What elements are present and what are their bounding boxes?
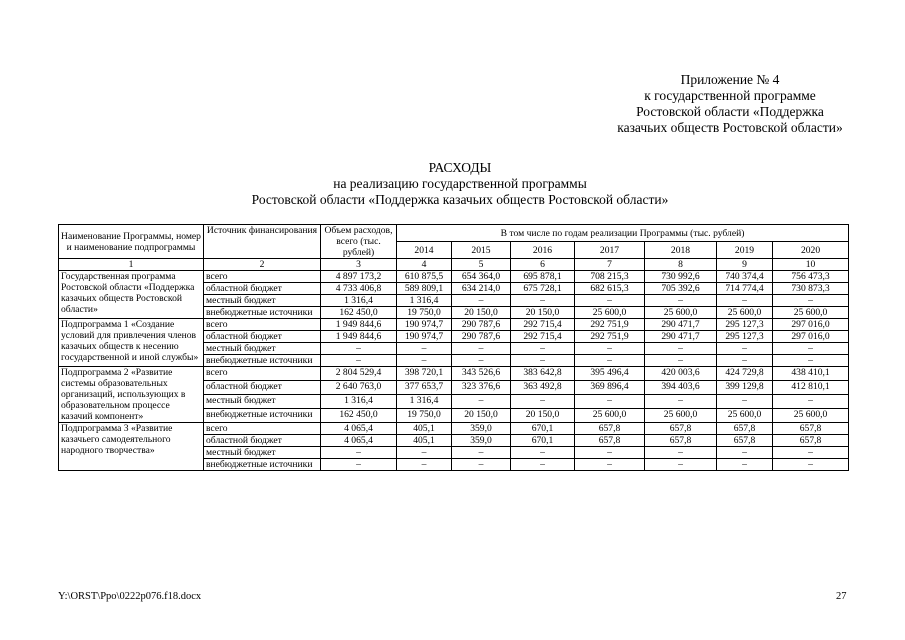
header-years-caption: В том числе по годам реализации Программы (тыс. рублей) bbox=[397, 225, 849, 242]
year-value-cell: 610 875,5 bbox=[397, 271, 452, 283]
header-name: Наименование Программы, номер и наименование подпрограммы bbox=[59, 225, 204, 259]
footer-page-number: 27 bbox=[836, 591, 847, 602]
funding-source-cell: внебюджетные источники bbox=[204, 307, 321, 319]
year-value-cell: – bbox=[645, 343, 717, 355]
year-value-cell: – bbox=[397, 343, 452, 355]
funding-source-cell: всего bbox=[204, 271, 321, 283]
year-value-cell: 394 403,6 bbox=[645, 381, 717, 395]
funding-source-cell: местный бюджет bbox=[204, 343, 321, 355]
year-value-cell: 25 600,0 bbox=[717, 307, 773, 319]
year-value-cell: 1 316,4 bbox=[397, 295, 452, 307]
funding-source-cell: внебюджетные источники bbox=[204, 355, 321, 367]
year-value-cell: – bbox=[452, 447, 511, 459]
total-volume-cell: – bbox=[321, 447, 397, 459]
year-value-cell: 412 810,1 bbox=[773, 381, 849, 395]
column-number: 4 bbox=[397, 259, 452, 271]
year-value-cell: 190 974,7 bbox=[397, 319, 452, 331]
year-value-cell: – bbox=[511, 459, 575, 471]
year-value-cell: 714 774,4 bbox=[717, 283, 773, 295]
year-value-cell: – bbox=[575, 295, 645, 307]
column-number: 10 bbox=[773, 259, 849, 271]
funding-source-cell: всего bbox=[204, 423, 321, 435]
year-value-cell: 657,8 bbox=[717, 435, 773, 447]
year-value-cell: 708 215,3 bbox=[575, 271, 645, 283]
funding-source-cell: местный бюджет bbox=[204, 295, 321, 307]
year-value-cell: – bbox=[717, 355, 773, 367]
year-value-cell: 295 127,3 bbox=[717, 319, 773, 331]
year-value-cell: – bbox=[645, 459, 717, 471]
year-value-cell: – bbox=[773, 447, 849, 459]
year-value-cell: 297 016,0 bbox=[773, 319, 849, 331]
total-volume-cell: 1 949 844,6 bbox=[321, 319, 397, 331]
year-value-cell: – bbox=[773, 295, 849, 307]
appendix-line: к государственной программе bbox=[644, 88, 816, 103]
year-value-cell: – bbox=[452, 395, 511, 409]
total-volume-cell: 1 316,4 bbox=[321, 295, 397, 307]
year-value-cell: 369 896,4 bbox=[575, 381, 645, 395]
total-volume-cell: 1 949 844,6 bbox=[321, 331, 397, 343]
funding-source-cell: местный бюджет bbox=[204, 395, 321, 409]
year-value-cell: 1 316,4 bbox=[397, 395, 452, 409]
year-value-cell: – bbox=[511, 447, 575, 459]
year-value-cell: 190 974,7 bbox=[397, 331, 452, 343]
year-value-cell: 25 600,0 bbox=[717, 409, 773, 423]
year-value-cell: 20 150,0 bbox=[452, 307, 511, 319]
funding-source-cell: областной бюджет bbox=[204, 381, 321, 395]
year-value-cell: 405,1 bbox=[397, 423, 452, 435]
year-value-cell: – bbox=[452, 343, 511, 355]
funding-source-cell: внебюджетные источники bbox=[204, 409, 321, 423]
year-value-cell: 292 715,4 bbox=[511, 331, 575, 343]
year-value-cell: 290 471,7 bbox=[645, 331, 717, 343]
column-number: 1 bbox=[59, 259, 204, 271]
total-volume-cell: 4 733 406,8 bbox=[321, 283, 397, 295]
year-value-cell: 675 728,1 bbox=[511, 283, 575, 295]
year-value-cell: 292 715,4 bbox=[511, 319, 575, 331]
year-value-cell: – bbox=[575, 447, 645, 459]
year-value-cell: – bbox=[717, 343, 773, 355]
column-number: 8 bbox=[645, 259, 717, 271]
year-value-cell: 589 809,1 bbox=[397, 283, 452, 295]
header-year: 2016 bbox=[511, 242, 575, 259]
header-year: 2017 bbox=[575, 242, 645, 259]
year-value-cell: 657,8 bbox=[773, 435, 849, 447]
column-numbers-row bbox=[59, 259, 849, 271]
year-value-cell: 730 873,3 bbox=[773, 283, 849, 295]
header-year: 2014 bbox=[397, 242, 452, 259]
year-value-cell: 359,0 bbox=[452, 423, 511, 435]
year-value-cell: 670,1 bbox=[511, 435, 575, 447]
year-value-cell: – bbox=[717, 459, 773, 471]
funding-source-cell: внебюджетные источники bbox=[204, 459, 321, 471]
year-value-cell: 19 750,0 bbox=[397, 409, 452, 423]
year-value-cell: 25 600,0 bbox=[575, 409, 645, 423]
year-value-cell: – bbox=[511, 343, 575, 355]
year-value-cell: – bbox=[645, 447, 717, 459]
total-volume-cell: 4 065,4 bbox=[321, 435, 397, 447]
year-value-cell: 657,8 bbox=[575, 423, 645, 435]
appendix-line: Ростовской области «Поддержка bbox=[636, 104, 824, 119]
year-value-cell: 20 150,0 bbox=[511, 307, 575, 319]
program-name-cell: Подпрограмма 1 «Создание условий для привлечения членов казачьих обществ к несению государственной и иной службы» bbox=[59, 319, 204, 367]
heading-subtitle: Ростовской области «Поддержка казачьих обществ Ростовской области» bbox=[251, 192, 669, 207]
column-number: 3 bbox=[321, 259, 397, 271]
total-volume-cell: 4 897 173,2 bbox=[321, 271, 397, 283]
column-number: 6 bbox=[511, 259, 575, 271]
total-volume-cell: – bbox=[321, 459, 397, 471]
year-value-cell: 290 787,6 bbox=[452, 331, 511, 343]
total-volume-cell: – bbox=[321, 343, 397, 355]
total-volume-cell: 2 640 763,0 bbox=[321, 381, 397, 395]
year-value-cell: – bbox=[511, 395, 575, 409]
year-value-cell: 25 600,0 bbox=[773, 307, 849, 319]
year-value-cell: 359,0 bbox=[452, 435, 511, 447]
year-value-cell: – bbox=[773, 395, 849, 409]
year-value-cell: – bbox=[645, 355, 717, 367]
column-number: 7 bbox=[575, 259, 645, 271]
column-number: 9 bbox=[717, 259, 773, 271]
year-value-cell: 323 376,6 bbox=[452, 381, 511, 395]
funding-source-cell: всего bbox=[204, 367, 321, 381]
year-value-cell: 25 600,0 bbox=[575, 307, 645, 319]
funding-source-cell: областной бюджет bbox=[204, 283, 321, 295]
year-value-cell: 363 492,8 bbox=[511, 381, 575, 395]
year-value-cell: 657,8 bbox=[645, 435, 717, 447]
heading-subtitle: на реализацию государственной программы bbox=[333, 176, 587, 191]
footer-file-path: Y:\ORST\Ppo\0222p076.f18.docx bbox=[58, 591, 202, 602]
year-value-cell: 756 473,3 bbox=[773, 271, 849, 283]
table-row bbox=[59, 423, 849, 435]
header-source: Источник финансирования bbox=[204, 225, 321, 259]
total-volume-cell: 162 450,0 bbox=[321, 409, 397, 423]
total-volume-cell: 2 804 529,4 bbox=[321, 367, 397, 381]
year-value-cell: – bbox=[397, 447, 452, 459]
funding-source-cell: всего bbox=[204, 319, 321, 331]
program-name-cell: Подпрограмма 3 «Развитие казачьего самодеятельного народного творчества» bbox=[59, 423, 204, 471]
year-value-cell: 682 615,3 bbox=[575, 283, 645, 295]
year-value-cell: 654 364,0 bbox=[452, 271, 511, 283]
year-value-cell: 695 878,1 bbox=[511, 271, 575, 283]
year-value-cell: – bbox=[717, 395, 773, 409]
year-value-cell: 634 214,0 bbox=[452, 283, 511, 295]
year-value-cell: 292 751,9 bbox=[575, 331, 645, 343]
appendix-line: казачьих обществ Ростовской области» bbox=[617, 120, 843, 135]
year-value-cell: 670,1 bbox=[511, 423, 575, 435]
year-value-cell: 399 129,8 bbox=[717, 381, 773, 395]
year-value-cell: – bbox=[452, 295, 511, 307]
year-value-cell: 383 642,8 bbox=[511, 367, 575, 381]
year-value-cell: – bbox=[397, 459, 452, 471]
year-value-cell: – bbox=[773, 355, 849, 367]
table-row bbox=[59, 271, 849, 283]
year-value-cell: – bbox=[645, 295, 717, 307]
year-value-cell: 657,8 bbox=[717, 423, 773, 435]
program-name-cell: Государственная программа Ростовской области «Поддержка казачьих обществ Ростовской области» bbox=[59, 271, 204, 319]
year-value-cell: 438 410,1 bbox=[773, 367, 849, 381]
year-value-cell: – bbox=[452, 355, 511, 367]
year-value-cell: – bbox=[645, 395, 717, 409]
year-value-cell: 657,8 bbox=[575, 435, 645, 447]
year-value-cell: – bbox=[773, 343, 849, 355]
year-value-cell: – bbox=[575, 355, 645, 367]
table-row bbox=[59, 367, 849, 381]
year-value-cell: 657,8 bbox=[773, 423, 849, 435]
header-year: 2020 bbox=[773, 242, 849, 259]
year-value-cell: – bbox=[511, 355, 575, 367]
year-value-cell: 290 471,7 bbox=[645, 319, 717, 331]
year-value-cell: 25 600,0 bbox=[645, 307, 717, 319]
funding-source-cell: областной бюджет bbox=[204, 331, 321, 343]
year-value-cell: 730 992,6 bbox=[645, 271, 717, 283]
year-value-cell: 19 750,0 bbox=[397, 307, 452, 319]
program-name-cell: Подпрограмма 2 «Развитие системы образовательных организаций, использующих в образовательном процессе казачий компонент» bbox=[59, 367, 204, 423]
year-value-cell: – bbox=[773, 459, 849, 471]
header-row bbox=[59, 225, 849, 242]
year-value-cell: 25 600,0 bbox=[773, 409, 849, 423]
appendix-block bbox=[560, 72, 900, 136]
header-year: 2018 bbox=[645, 242, 717, 259]
year-value-cell: – bbox=[397, 355, 452, 367]
column-number: 5 bbox=[452, 259, 511, 271]
total-volume-cell: 1 316,4 bbox=[321, 395, 397, 409]
funding-source-cell: местный бюджет bbox=[204, 447, 321, 459]
document-heading bbox=[160, 160, 760, 208]
year-value-cell: 20 150,0 bbox=[511, 409, 575, 423]
year-value-cell: 420 003,6 bbox=[645, 367, 717, 381]
year-value-cell: 657,8 bbox=[645, 423, 717, 435]
year-value-cell: 297 016,0 bbox=[773, 331, 849, 343]
header-year: 2019 bbox=[717, 242, 773, 259]
year-value-cell: 398 720,1 bbox=[397, 367, 452, 381]
year-value-cell: 25 600,0 bbox=[645, 409, 717, 423]
year-value-cell: 395 496,4 bbox=[575, 367, 645, 381]
table-row bbox=[59, 319, 849, 331]
year-value-cell: 424 729,8 bbox=[717, 367, 773, 381]
year-value-cell: – bbox=[575, 343, 645, 355]
year-value-cell: 295 127,3 bbox=[717, 331, 773, 343]
year-value-cell: – bbox=[717, 447, 773, 459]
year-value-cell: 705 392,6 bbox=[645, 283, 717, 295]
year-value-cell: 20 150,0 bbox=[452, 409, 511, 423]
year-value-cell: – bbox=[575, 459, 645, 471]
header-volume: Объем расходов, всего (тыс. рублей) bbox=[321, 225, 397, 259]
total-volume-cell: 162 450,0 bbox=[321, 307, 397, 319]
year-value-cell: 292 751,9 bbox=[575, 319, 645, 331]
total-volume-cell: – bbox=[321, 355, 397, 367]
year-value-cell: – bbox=[575, 395, 645, 409]
appendix-title: Приложение № 4 bbox=[680, 72, 780, 87]
year-value-cell: 740 374,4 bbox=[717, 271, 773, 283]
year-value-cell: 343 526,6 bbox=[452, 367, 511, 381]
expenses-table bbox=[58, 224, 849, 471]
year-value-cell: – bbox=[511, 295, 575, 307]
year-value-cell: 377 653,7 bbox=[397, 381, 452, 395]
header-year: 2015 bbox=[452, 242, 511, 259]
year-value-cell: 290 787,6 bbox=[452, 319, 511, 331]
funding-source-cell: областной бюджет bbox=[204, 435, 321, 447]
column-number: 2 bbox=[204, 259, 321, 271]
year-value-cell: 405,1 bbox=[397, 435, 452, 447]
heading-title: РАСХОДЫ bbox=[428, 160, 492, 175]
total-volume-cell: 4 065,4 bbox=[321, 423, 397, 435]
year-value-cell: – bbox=[452, 459, 511, 471]
year-value-cell: – bbox=[717, 295, 773, 307]
